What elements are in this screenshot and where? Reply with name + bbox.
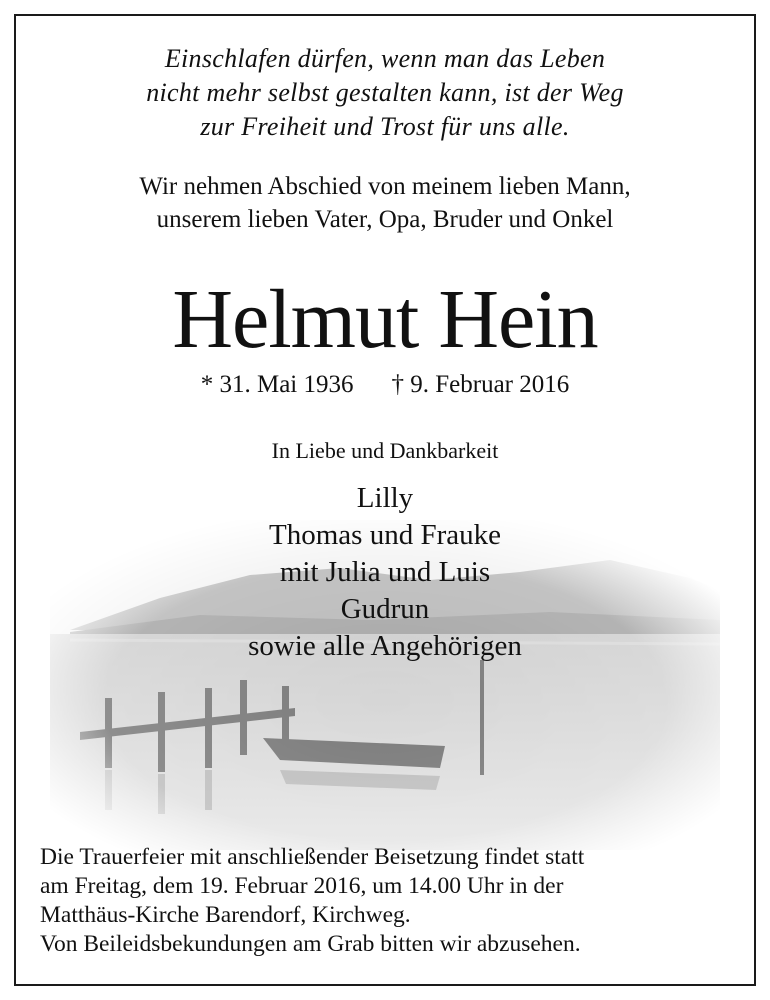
condolence-note: Von Beileidsbekundungen am Grab bitten wir abzusehen. [40, 931, 581, 957]
birth-date: * 31. Mai 1936 [200, 371, 354, 398]
intro-line-1: Wir nehmen Abschied von meinem lieben Mann, [139, 173, 631, 200]
life-dates [0, 370, 770, 400]
death-date: † 9. Februar 2016 [391, 371, 570, 398]
mourner-5: sowie alle Angehörigen [248, 630, 522, 662]
poem-line-2: nicht mehr selbst gestalten kann, ist der Weg [146, 78, 624, 107]
poem-line-3: zur Freiheit und Trost für uns alle. [200, 112, 570, 141]
service-line-1: Die Trauerfeier mit anschließender Beisetzung findet statt [40, 844, 585, 870]
mourner-2: Thomas und Frauke [269, 519, 501, 551]
mourner-3: mit Julia und Luis [279, 556, 491, 588]
deceased-name: Helmut Hein [172, 273, 598, 366]
gratitude-line: In Liebe und Dankbarkeit [271, 438, 499, 463]
mourner-1: Lilly [356, 482, 414, 514]
mourner-4: Gudrun [340, 593, 430, 625]
service-line-3: Matthäus-Kirche Barendorf, Kirchweg. [40, 902, 411, 928]
intro-line-2: unserem lieben Vater, Opa, Bruder und Onkel [156, 206, 614, 233]
poem-line-1: Einschlafen dürfen, wenn man das Leben [164, 44, 606, 73]
service-line-2: am Freitag, dem 19. Februar 2016, um 14.00 Uhr in der [40, 873, 564, 899]
